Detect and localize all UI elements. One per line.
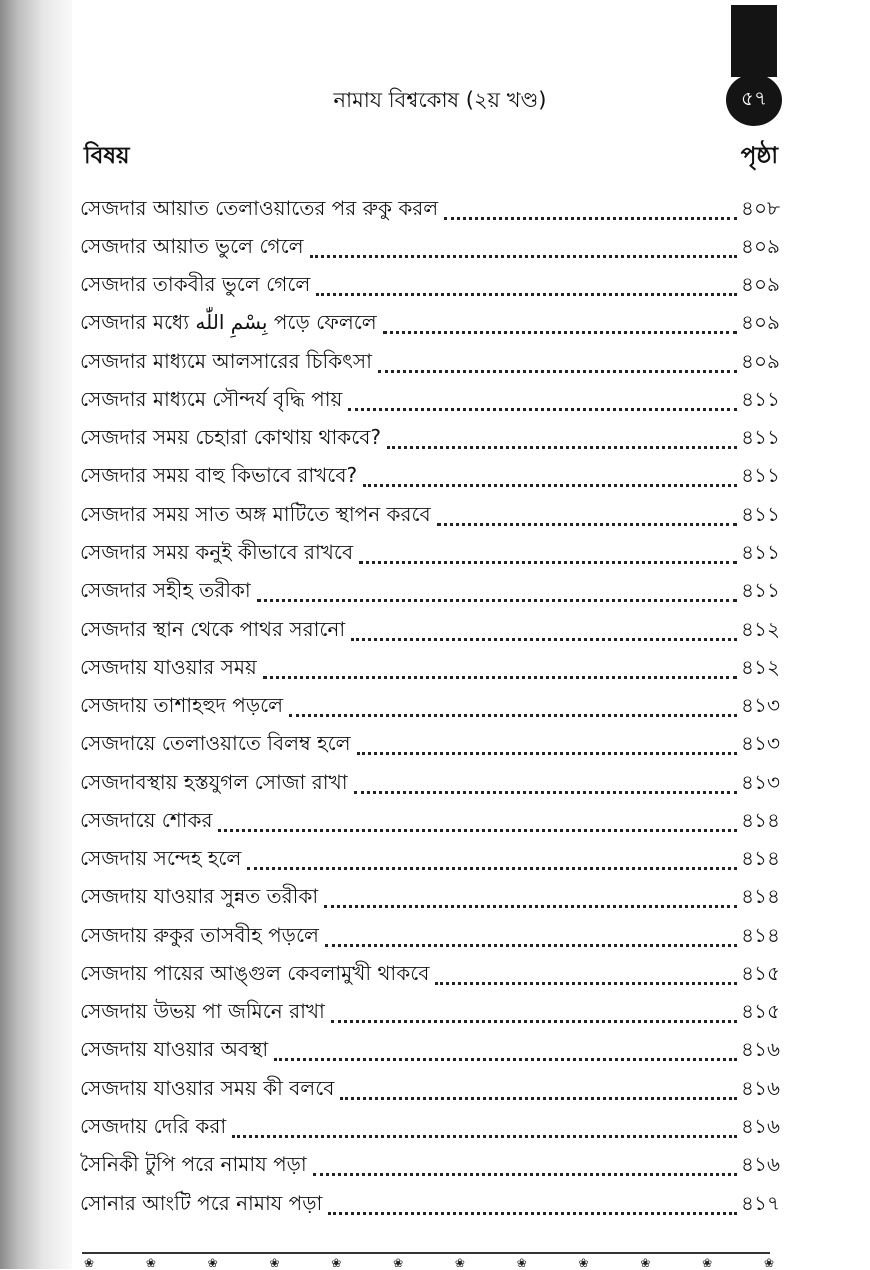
toc-entry-title: সেজদার আয়াত তেলাওয়াতের পর রুকু করল [80,195,439,220]
toc-entry-title: সোনার আংটি পরে নামায পড়া [80,1190,323,1215]
toc-entry-page: ৪১৪ [741,807,780,832]
dot-leader [247,847,737,870]
toc-entry-page: ৪১১ [741,463,780,488]
footer-rule [82,1252,770,1254]
toc-entry-title: সেজদার আয়াত ভুলে গেলে [80,233,304,258]
toc-entry-page: ৪১১ [741,540,780,565]
toc-entry [80,1148,780,1186]
dot-leader [325,924,737,947]
toc-entry [80,497,780,535]
toc-entry [80,1071,780,1109]
dot-leader [328,1192,737,1215]
running-title: নামায বিশ্বকোষ (২য় খণ্ড) [333,88,547,112]
toc-entry-title: সেজদার মাধ্যমে সৌন্দর্য বৃদ্ধি পায় [80,386,343,411]
dot-leader [444,197,737,220]
toc-entry [80,306,780,344]
table-of-contents [80,191,780,1224]
toc-entry-title: সেজদার তাকবীর ভুলে গেলে [80,272,311,297]
toc-entry [80,421,780,459]
toc-entry [80,918,780,956]
toc-entry-title: সেজদার সময় বাহু কিভাবে রাখবে? [80,463,358,488]
toc-entry-title: সেজদায় যাওয়ার সময় কী বলবে [80,1075,335,1100]
dot-leader [359,541,737,564]
toc-entry-page: ৪১৬ [741,1075,780,1100]
toc-entry-title: সেজদায়ে তেলাওয়াতে বিলম্ব হলে [80,731,351,756]
toc-entry-title: সেজদার সহীহ তরীকা [80,578,251,603]
toc-entry [80,956,780,994]
toc-entry [80,765,780,803]
dot-leader [289,694,737,717]
thumb-index-tab [731,5,777,77]
dot-leader [378,350,737,373]
page-number: ৫৭ [741,85,767,110]
toc-entry-page: ৪০৯ [741,233,780,258]
toc-entry [80,1033,780,1071]
toc-entry [80,574,780,612]
toc-entry-page: ৪১৭ [741,1190,780,1215]
toc-entry-page: ৪১৪ [741,922,780,947]
dot-leader [351,618,737,641]
toc-entry-page: ৪১৩ [741,731,780,756]
toc-entry-title: সেজদায় পায়ের আঙ্গুল কেবলামুখী থাকবে [80,960,430,985]
toc-entry-page: ৪১৬ [741,1114,780,1138]
toc-entry-page: ৪১১ [741,425,780,450]
dot-leader [263,656,737,679]
dot-leader [331,1000,737,1023]
toc-entry [80,229,780,267]
dot-leader [274,1038,737,1061]
dot-leader [435,962,737,985]
toc-entry-title: সেজদায় দেরি করা [80,1114,227,1138]
toc-entry [80,382,780,420]
toc-entry [80,612,780,650]
dot-leader [387,426,737,449]
dot-leader [310,235,738,258]
toc-entry [80,995,780,1033]
toc-entry-title: সেজদার মাধ্যমে আলসারের চিকিৎসা [80,348,372,373]
toc-entry-title: সেজদার মধ্যে بِسْمِ اللّٰه পড়ে ফেললে [80,310,377,335]
dot-leader [348,388,737,411]
toc-entry [80,344,780,382]
toc-entry-page: ৪১৬ [741,1152,780,1177]
toc-entry-title: সেজদায় যাওয়ার সময় [80,654,257,679]
toc-entry-page: ৪১৫ [741,999,780,1024]
toc-entry-page: ৪১৫ [741,960,780,985]
toc-entry-page: ৪১৬ [741,1037,780,1062]
dot-leader [257,579,737,602]
toc-entry [80,268,780,306]
dot-leader [437,503,737,526]
toc-entry-title: সেজদায় তাশাহহুদ পড়লে [80,693,284,718]
toc-entry-page: ৪১৪ [741,884,780,909]
toc-entry [80,1186,780,1224]
toc-entry-page: ৪১২ [741,616,780,641]
dot-leader [316,273,737,296]
subject-column-heading: বিষয় [84,143,130,169]
toc-entry [80,1109,780,1147]
toc-entry-page: ৪১২ [741,654,780,679]
toc-entry-title: সেজদার সময় সাত অঙ্গ মাটিতে স্থাপন করবে [80,501,431,526]
toc-entry-page: ৪০৯ [741,272,780,297]
dot-leader [232,1115,737,1138]
toc-entry [80,842,780,880]
toc-entry-title: সেজদার সময় কনুই কীভাবে রাখবে [80,540,354,565]
toc-entry-page: ৪১৩ [741,769,780,794]
toc-entry-page: ৪১৩ [741,693,780,718]
toc-entry [80,880,780,918]
dot-leader [218,809,737,832]
toc-entry-page: ৪১১ [741,386,780,411]
dot-leader [340,1077,737,1100]
toc-entry [80,727,780,765]
toc-entry-title: সৈনিকী টুপি পরে নামায পড়া [80,1152,307,1177]
toc-entry-title: সেজদায় উভয় পা জমিনে রাখা [80,999,325,1024]
toc-entry-page: ৪০৯ [741,348,780,373]
dot-leader [324,885,737,908]
dot-leader [313,1153,737,1176]
toc-entry-title: সেজদাবস্থায় হস্তযুগল সোজা রাখা [80,769,348,794]
footer-ornament-border: ❀ ❀ ❀ ❀ ❀ ❀ ❀ ❀ ❀ ❀ ❀ ❀ [84,1256,774,1270]
toc-entry-title: সেজদার সময় চেহারা কোথায় থাকবে? [80,425,382,450]
page-column-heading: পৃষ্ঠা [740,143,778,169]
toc-entry [80,459,780,497]
toc-entry-page: ৪০৮ [741,195,780,220]
dot-leader [383,311,737,334]
toc-entry-page: ৪১৪ [741,846,780,871]
toc-entry [80,650,780,688]
dot-leader [357,732,737,755]
dot-leader [363,464,737,487]
toc-entry-page: ৪১১ [741,578,780,603]
toc-entry [80,803,780,841]
toc-entry-page: ৪০৯ [741,310,780,335]
toc-entry-page: ৪১১ [741,501,780,526]
toc-entry-title: সেজদার স্থান থেকে পাথর সরানো [80,616,346,641]
toc-entry [80,191,780,229]
book-gutter-shadow [0,0,72,1269]
page-number-badge [726,74,782,126]
toc-entry-title: সেজদায় যাওয়ার অবস্থা [80,1037,269,1062]
dot-leader [354,771,738,794]
toc-entry [80,535,780,573]
toc-entry-title: সেজদায় রুকুর তাসবীহ পড়লে [80,922,319,947]
toc-entry-title: সেজদায় যাওয়ার সুন্নত তরীকা [80,884,319,909]
toc-entry [80,688,780,726]
toc-entry-title: সেজদায়ে শোকর [80,807,213,832]
toc-entry-title: সেজদায় সন্দেহ হলে [80,846,242,871]
